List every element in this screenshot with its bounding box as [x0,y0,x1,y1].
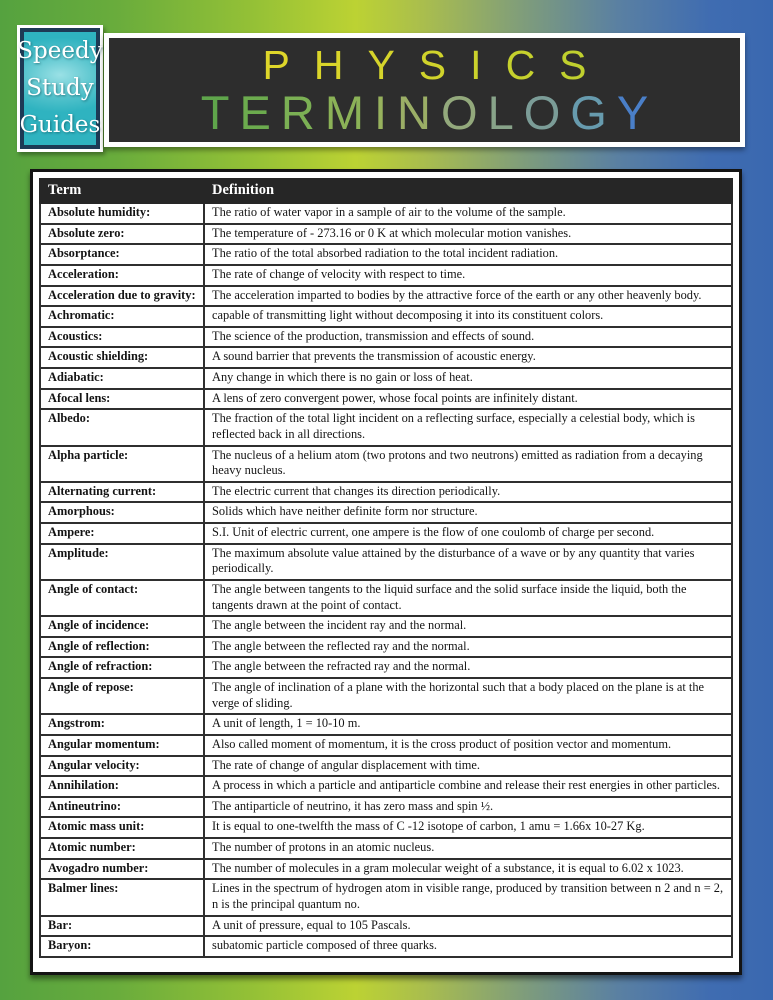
term-cell: Avogadro number: [40,859,204,880]
term-cell: Antineutrino: [40,797,204,818]
table-row [40,879,732,915]
title-letter: M [324,86,364,139]
table-row [40,544,732,580]
title-letter: I [470,42,482,88]
table-row [40,482,732,503]
definition-cell: Solids which have neither definite form nor structure. [204,502,732,523]
definition-cell: The angle between the reflected ray and the normal. [204,637,732,658]
logo-background [17,28,103,149]
definition-cell: The angle between tangents to the liquid surface and the solid surface inside the liquid, both the tangents drawn at the point of contact. [204,580,732,616]
table-row [40,502,732,523]
glossary-panel [30,169,742,975]
term-cell: Atomic mass unit: [40,817,204,838]
table-row [40,616,732,637]
table-row [40,368,732,389]
title-letter: I [373,86,388,139]
table-row [40,523,732,544]
table-row [40,657,732,678]
table-row [40,637,732,658]
definition-cell: The number of protons in an atomic nucleus. [204,838,732,859]
table-row [40,776,732,797]
table-row [40,797,732,818]
term-cell: Ampere: [40,523,204,544]
term-cell: Acoustics: [40,327,204,348]
definition-cell: The antiparticle of neutrino, it has zero mass and spin ½. [204,797,732,818]
term-cell: Adiabatic: [40,368,204,389]
term-column-header: Term [40,179,204,203]
title-letter: H [313,42,344,88]
table-row [40,756,732,777]
definition-cell: The temperature of - 273.16 or 0 K at which molecular motion vanishes. [204,224,732,245]
table-row [40,838,732,859]
term-cell: Absorptance: [40,244,204,265]
definition-cell: Also called moment of momentum, it is the cross product of position vector and momentum. [204,735,732,756]
definition-cell: A process in which a particle and antiparticle combine and release their rest energies in other particles. [204,776,732,797]
table-header-row [40,179,732,203]
term-cell: Acceleration due to gravity: [40,286,204,307]
term-cell: Angle of refraction: [40,657,204,678]
table-row [40,817,732,838]
definition-cell: The angle between the incident ray and the normal. [204,616,732,637]
table-row [40,580,732,616]
title-letter: R [280,86,315,139]
term-cell: Amorphous: [40,502,204,523]
table-row [40,409,732,445]
table-row [40,389,732,410]
logo-line-2: Study [26,75,94,101]
definition-cell: The electric current that changes its direction periodically. [204,482,732,503]
title-banner [104,33,745,147]
definition-cell: The ratio of water vapor in a sample of air to the volume of the sample. [204,203,732,224]
title-letter: O [441,86,478,139]
term-cell: Albedo: [40,409,204,445]
title-letter: P [262,42,290,88]
title-letter: S [559,42,587,88]
title-letter: L [487,86,514,139]
table-row [40,244,732,265]
term-cell: Angular velocity: [40,756,204,777]
title-letter: E [239,86,271,139]
title-letter: G [570,86,607,139]
definition-cell: The maximum absolute value attained by the disturbance of a wave or by any quantity that varies periodically. [204,544,732,580]
speedy-study-guides-logo [17,25,103,152]
term-cell: Angstrom: [40,714,204,735]
title-line-physics [250,43,598,87]
definition-cell: The rate of change of velocity with respect to time. [204,265,732,286]
definition-cell: Lines in the spectrum of hydrogen atom in visible range, produced by transition between n 2 and n = 2, n is the principal quantum no. [204,879,732,915]
term-cell: Alpha particle: [40,446,204,482]
definition-cell: The angle of inclination of a plane with the horizontal such that a body placed on the plane is at the verge of sliding. [204,678,732,714]
definition-cell: A unit of length, 1 = 10-10 m. [204,714,732,735]
table-row [40,265,732,286]
term-cell: Balmer lines: [40,879,204,915]
table-row [40,916,732,937]
term-cell: Atomic number: [40,838,204,859]
table-row [40,327,732,348]
definition-cell: The ratio of the total absorbed radiation to the total incident radiation. [204,244,732,265]
term-cell: Achromatic: [40,306,204,327]
table-row [40,347,732,368]
title-letter: N [397,86,431,139]
definition-column-header: Definition [204,179,732,203]
logo-line-3: Guides [19,112,101,138]
definition-cell: A unit of pressure, equal to 105 Pascals. [204,916,732,937]
term-cell: Alternating current: [40,482,204,503]
logo-line-1: Speedy [17,38,103,64]
definition-cell: A lens of zero convergent power, whose focal points are infinitely distant. [204,389,732,410]
table-row [40,286,732,307]
definition-cell: The fraction of the total light incident on a reflecting surface, especially a celestial body, which is reflected back in all directions. [204,409,732,445]
definition-cell: S.I. Unit of electric current, one ampere is the flow of one coulomb of charge per second. [204,523,732,544]
table-row [40,678,732,714]
table-row [40,306,732,327]
terms-table [39,178,733,958]
table-row [40,735,732,756]
term-cell: Absolute zero: [40,224,204,245]
term-cell: Angular momentum: [40,735,204,756]
table-row [40,936,732,957]
table-row [40,203,732,224]
term-cell: Angle of contact: [40,580,204,616]
definition-cell: It is equal to one-twelfth the mass of C -12 isotope of carbon, 1 amu = 1.66x 10-27 Kg. [204,817,732,838]
title-letter: T [200,86,230,139]
title-letter: C [505,42,536,88]
definition-cell: The rate of change of angular displacement with time. [204,756,732,777]
table-row [40,224,732,245]
term-cell: Absolute humidity: [40,203,204,224]
title-letter: S [418,42,447,88]
definition-cell: The science of the production, transmission and effects of sound. [204,327,732,348]
term-cell: Baryon: [40,936,204,957]
definition-cell: A sound barrier that prevents the transmission of acoustic energy. [204,347,732,368]
title-letter: Y [616,86,649,139]
definition-cell: Any change in which there is no gain or loss of heat. [204,368,732,389]
definition-cell: The nucleus of a helium atom (two protons and two neutrons) emitted as radiation from a decaying heavy nucleus. [204,446,732,482]
definition-cell: The number of molecules in a gram molecular weight of a substance, it is equal to 6.02 x 1023. [204,859,732,880]
table-row [40,446,732,482]
term-cell: Acoustic shielding: [40,347,204,368]
definition-cell: The angle between the refracted ray and the normal. [204,657,732,678]
table-row [40,714,732,735]
term-cell: Acceleration: [40,265,204,286]
definition-cell: capable of transmitting light without decomposing it into its constituent colors. [204,306,732,327]
title-line-terminology [196,87,653,139]
term-cell: Angle of incidence: [40,616,204,637]
table-row [40,859,732,880]
term-cell: Afocal lens: [40,389,204,410]
title-letter: O [523,86,561,139]
definition-cell: The acceleration imparted to bodies by the attractive force of the earth or any other heavenly body. [204,286,732,307]
term-cell: Amplitude: [40,544,204,580]
term-cell: Angle of reflection: [40,637,204,658]
term-cell: Bar: [40,916,204,937]
title-letter: Y [367,42,395,88]
definition-cell: subatomic particle composed of three quarks. [204,936,732,957]
term-cell: Annihilation: [40,776,204,797]
term-cell: Angle of repose: [40,678,204,714]
